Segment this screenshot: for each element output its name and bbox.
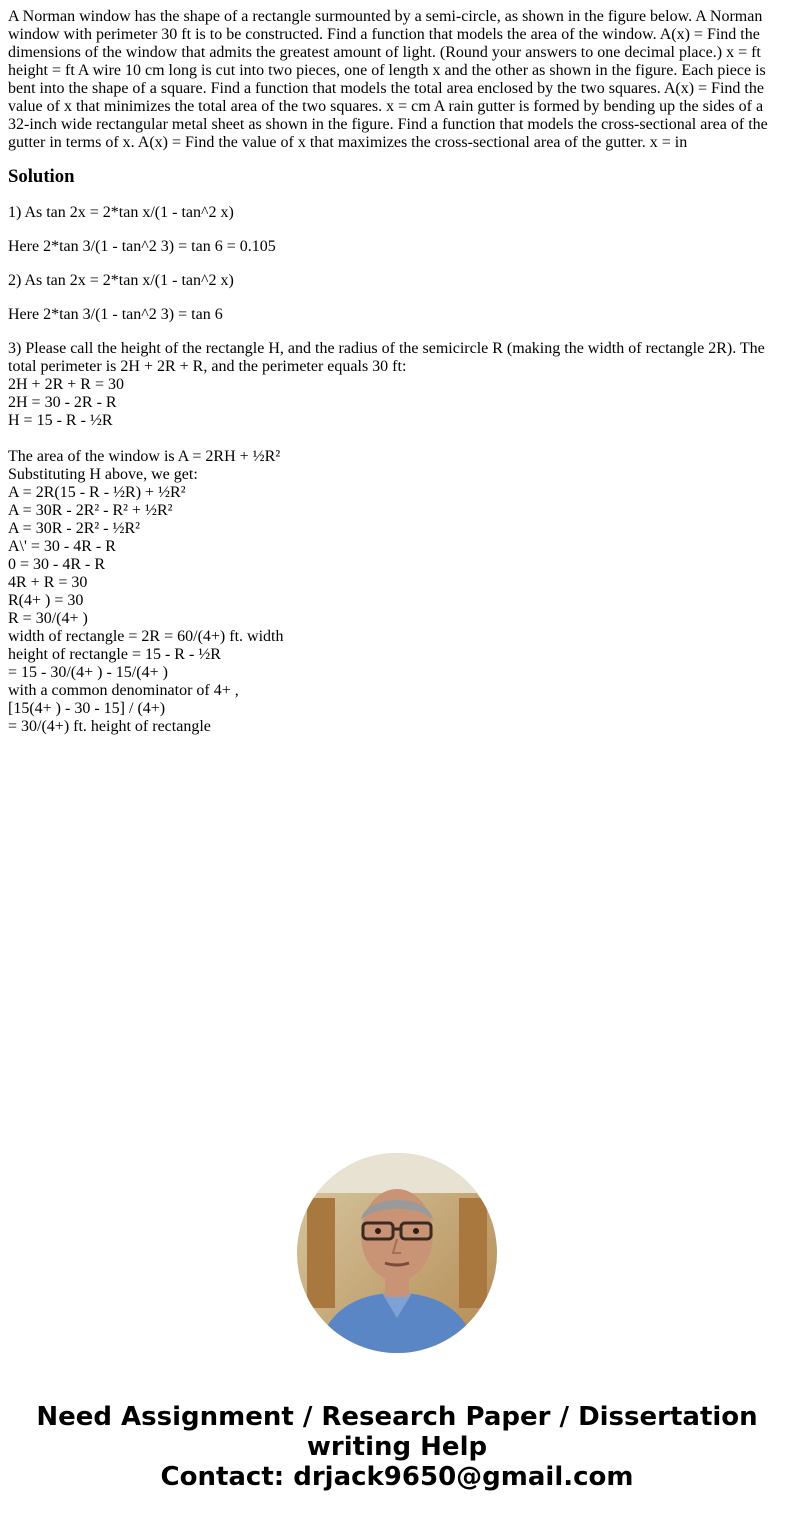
blank-line: [8, 430, 778, 448]
equation-line: = 30/(4+) ft. height of rectangle: [8, 718, 211, 735]
equation-line: height of rectangle = 15 - R - ½R: [8, 646, 221, 663]
equation-line: R(4+ ) = 30: [8, 592, 84, 609]
equation-line: H = 15 - R - ½R: [8, 412, 113, 429]
solution-paragraph-4: Here 2*tan 3/(1 - tan^2 3) = tan 6: [8, 306, 223, 323]
equation-line: The area of the window is A = 2RH + ½R²: [8, 448, 281, 465]
equation-line: width of rectangle = 2R = 60/(4+) ft. width: [8, 628, 284, 645]
equation-line: A = 30R - 2R² - R² + ½R²: [8, 502, 173, 519]
equation-line: A = 30R - 2R² - ½R²: [8, 520, 140, 537]
solution-paragraph-1: 1) As tan 2x = 2*tan x/(1 - tan^2 x): [8, 204, 234, 221]
question-text: A Norman window has the shape of a rectangle surmounted by a semi-circle, as shown in the figure below. A Norman window with perimeter 30 ft is to be constructed. Find a function that models the area of the window. A(x) = Find the dimensions of the window that admits the greatest amount of light. (Round your answers to one decimal place.) x = ft height = ft A wire 10 cm long is cut into two pieces, one of length x and the other as shown in the figure. Each piece is bent into the shape of a square. Find a function that models the total area enclosed by the two squares. A(x) = Find the value of x that minimizes the total area of the two squares. x = cm A rain gutter is formed by bending up the sides of a 32-inch wide rectangular metal sheet as shown in the figure. Find a function that models the cross-sectional area of the gutter in terms of x. A(x) = Find the value of x that maximizes the cross-sectional area of the gutter. x = in: [8, 8, 768, 151]
equation-line: R = 30/(4+ ): [8, 610, 88, 627]
promo-footer: [0, 1402, 794, 1492]
page-content: [8, 8, 778, 736]
equation-line: 0 = 30 - 4R - R: [8, 556, 106, 573]
equation-line: 4R + R = 30: [8, 574, 88, 591]
equation-line: Substituting H above, we get:: [8, 466, 198, 483]
solution-heading: Solution: [8, 166, 75, 187]
equation-line: A = 2R(15 - R - ½R) + ½R²: [8, 484, 186, 501]
equation-line: = 15 - 30/(4+ ) - 15/(4+ ): [8, 664, 168, 681]
equation-line: A\' = 30 - 4R - R: [8, 538, 116, 555]
solution-paragraph-3: 2) As tan 2x = 2*tan x/(1 - tan^2 x): [8, 272, 234, 289]
solution-paragraph-5: 3) Please call the height of the rectangle H, and the radius of the semicircle R (making the width of rectangle 2R). The total perimeter is 2H + 2R + R, and the perimeter equals 30 ft:: [8, 340, 765, 375]
contact-email: Contact: drjack9650@gmail.com: [160, 1462, 634, 1492]
solution-part-3: [8, 340, 778, 736]
equation-line: with a common denominator of 4+ ,: [8, 682, 239, 699]
equation-line: 2H + 2R + R = 30: [8, 376, 124, 393]
equation-line: 2H = 30 - 2R - R: [8, 394, 117, 411]
footer-line-2: writing Help: [306, 1432, 488, 1462]
solution-paragraph-2: Here 2*tan 3/(1 - tan^2 3) = tan 6 = 0.105: [8, 238, 276, 255]
author-photo: [297, 1153, 497, 1353]
author-avatar: [297, 1153, 497, 1353]
footer-line-1: Need Assignment / Research Paper / Dissertation: [36, 1402, 758, 1432]
equation-line: [15(4+ ) - 30 - 15] / (4+): [8, 700, 166, 717]
